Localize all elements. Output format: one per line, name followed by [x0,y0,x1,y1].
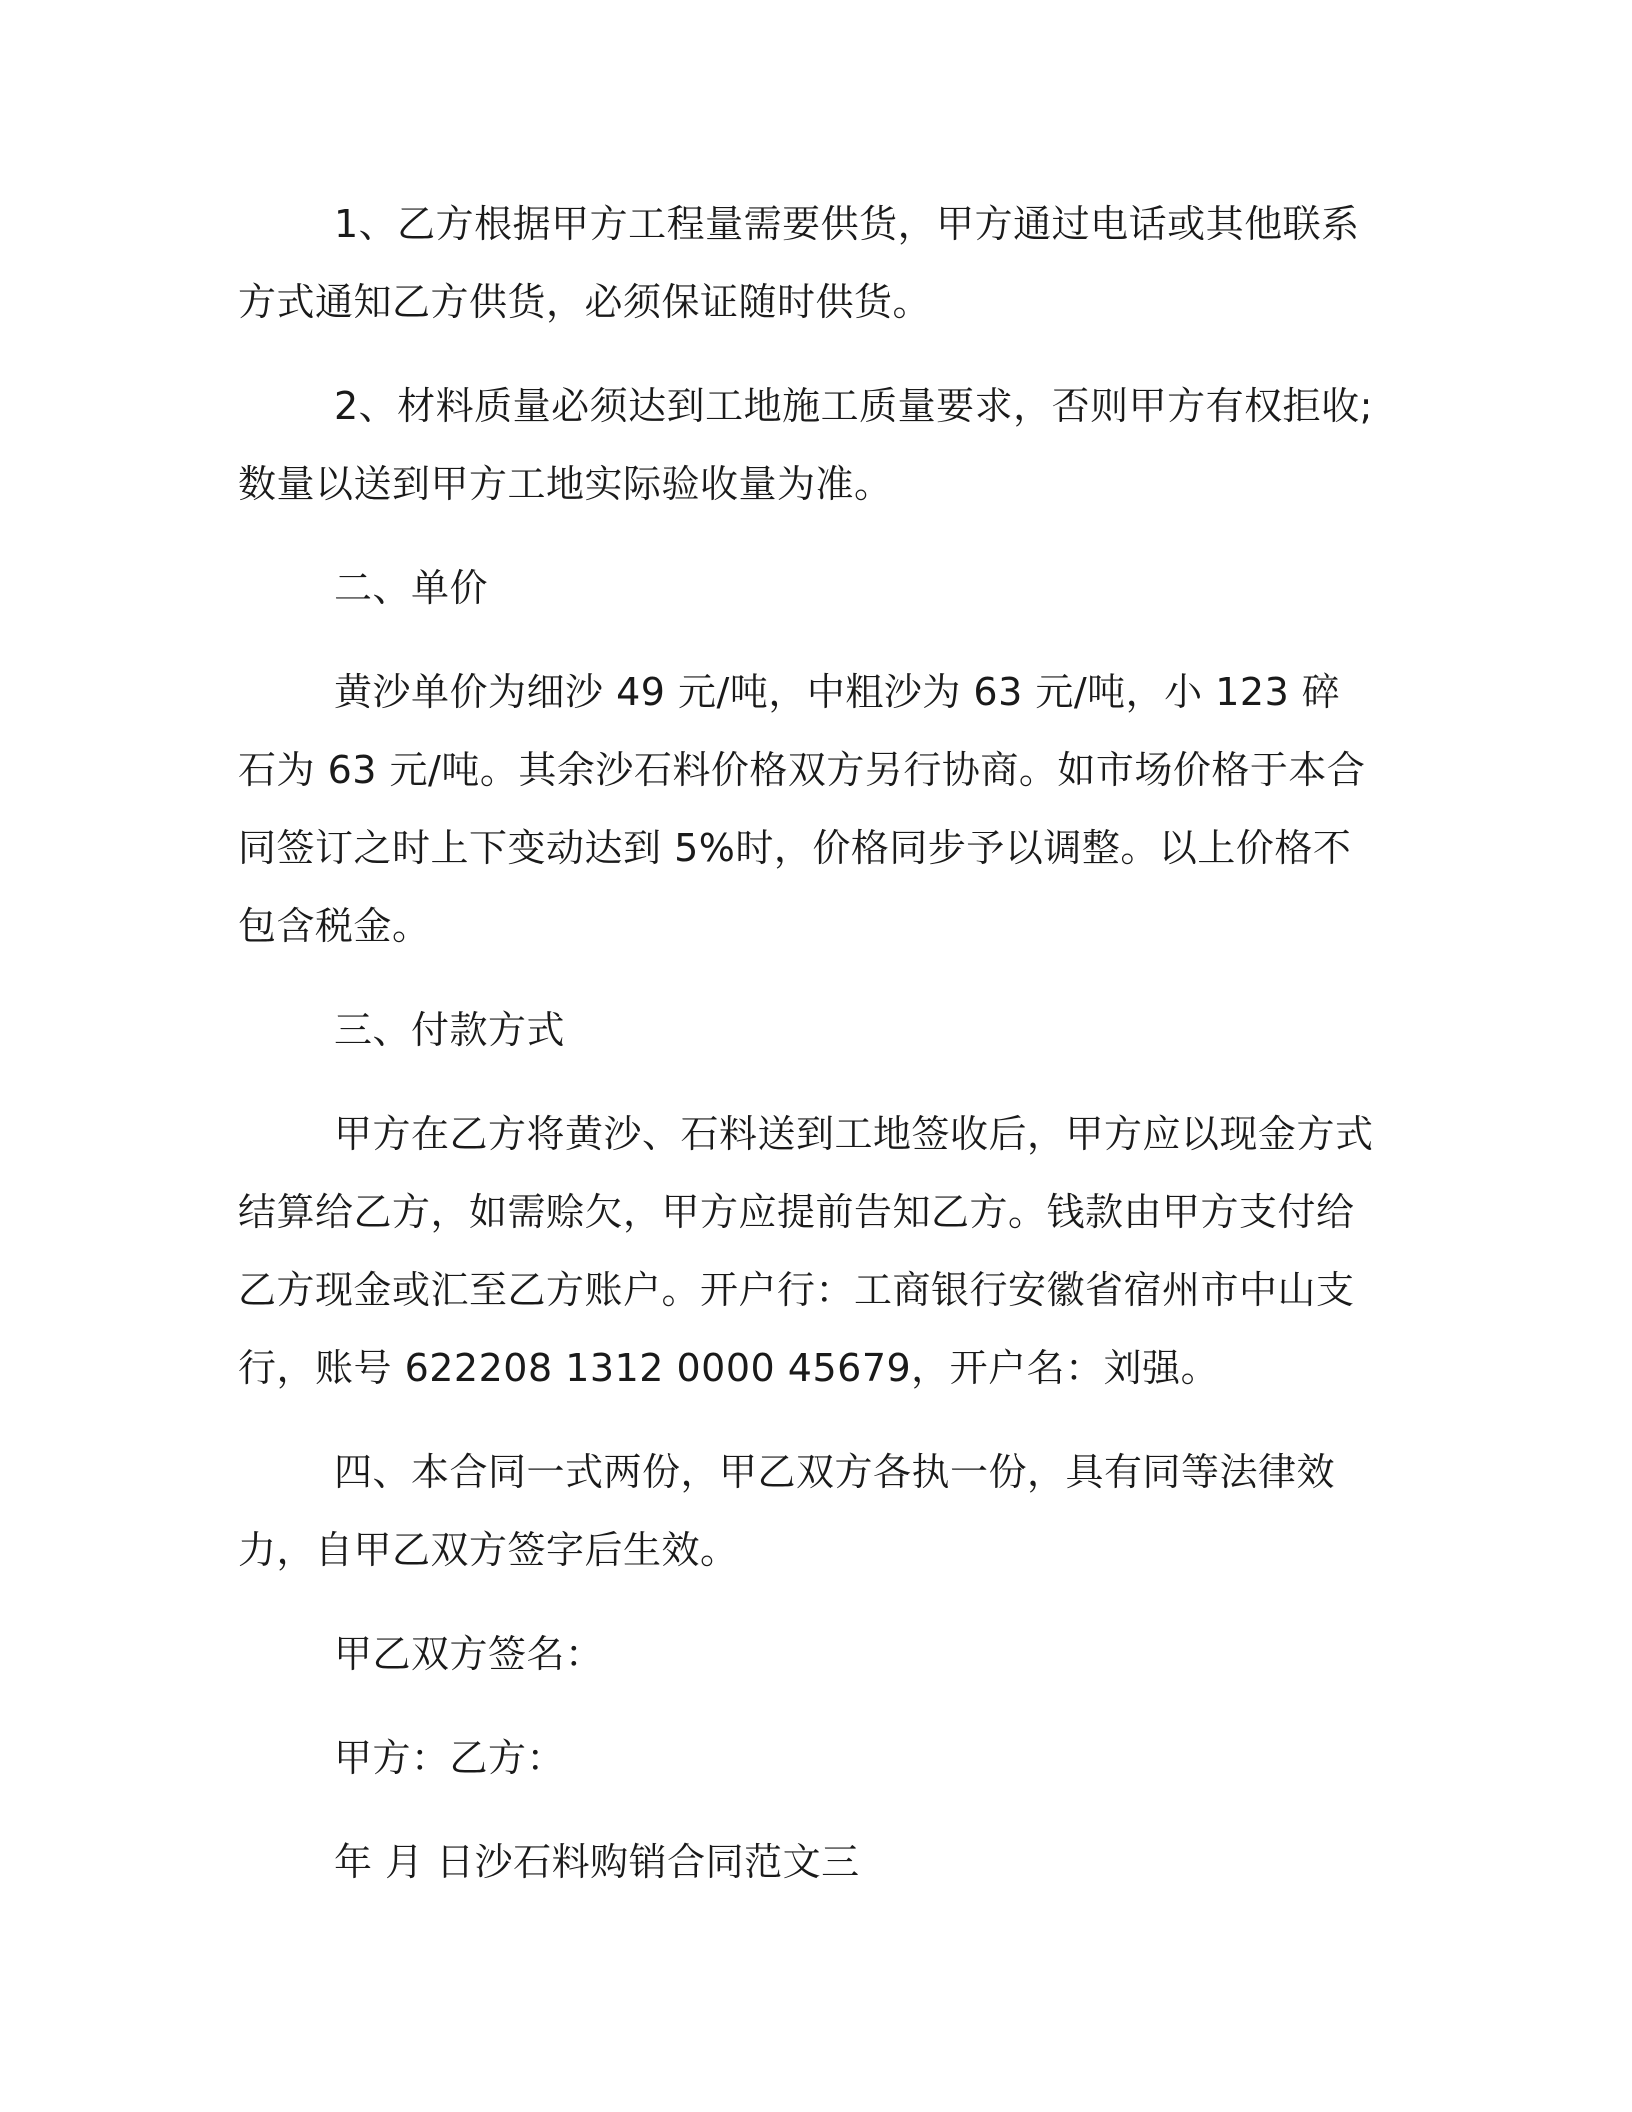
paragraph-2: 2、材料质量必须达到工地施工质量要求，否则甲方有权拒收;数量以送到甲方工地实际验收量为准。 [238,384,1373,506]
signature-line: 甲乙双方签名： [334,1632,604,1676]
date-line: 年 月 日沙石料购销合同范文三 [334,1840,860,1884]
parties-line: 甲方：乙方： [334,1736,566,1780]
paragraph-1: 1、乙方根据甲方工程量需要供货，甲方通过电话或其他联系方式通知乙方供货，必须保证随时供货。 [238,202,1360,324]
paragraph-3: 黄沙单价为细沙 49 元/吨，中粗沙为 63 元/吨，小 123 碎石为 63 元/吨。其余沙石料价格双方另行协商。如市场价格于本合同签订之时上下变动达到 5%时，价格同步予以调整。以上价格不包含税金。 [238,670,1366,948]
section-heading-unit-price: 二、单价 [334,566,489,610]
section-heading-payment: 三、付款方式 [334,1008,566,1052]
paragraph-4: 甲方在乙方将黄沙、石料送到工地签收后，甲方应以现金方式结算给乙方，如需赊欠，甲方应提前告知乙方。钱款由甲方支付给乙方现金或汇至乙方账户。开户行：工商银行安徽省宿州市中山支行，账号 622208 1312 0000 45679，开户名：刘强。 [238,1112,1374,1390]
paragraph-5: 四、本合同一式两份，甲乙双方各执一份，具有同等法律效力，自甲乙双方签字后生效。 [238,1450,1336,1572]
document-page [238,185,1378,1927]
